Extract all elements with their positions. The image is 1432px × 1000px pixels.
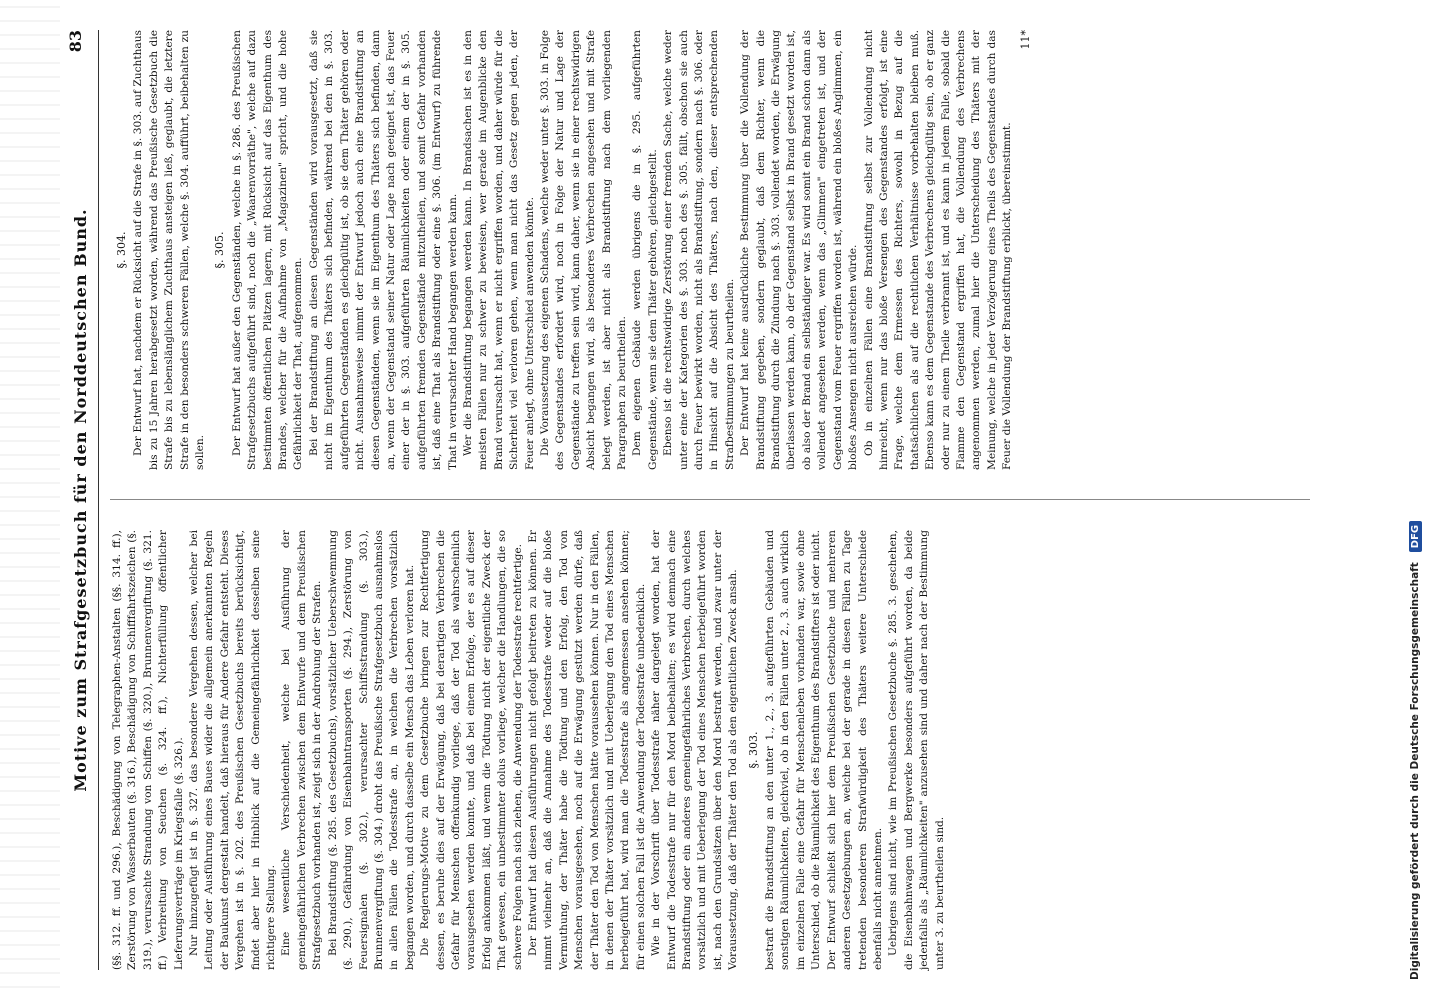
- column-divider: [110, 499, 1310, 500]
- left-paragraph: Eine wesentliche Verschiedenheit, welche bei Ausführung der gemeingefährlichen Verbrechen zwischen dem Entwurfe und dem Preußischen Strafgesetzbuch vorhanden ist, zeigt sich in der Androhung der Strafen.: [280, 530, 324, 970]
- left-column: [110, 530, 948, 970]
- scan-edge: [0, 0, 60, 1000]
- digitization-credit: [1402, 0, 1428, 1000]
- right-column: [110, 30, 1033, 470]
- section-heading-303: §. 303.: [746, 731, 760, 769]
- left-paragraph: bestraft die Brandstiftung an den unter 1., 2., 3. aufgeführten Gebäuden und sonstigen Räumlichkeiten, gleichviel, ob in den Fällen unter 2., 3. auch wirklich im einzelnen Falle eine Gefahr für Menschenleben vorhanden war, sowie ohne Unterschied, ob die Räumlichkeit des Eigenthum des Brandstifters ist oder nicht. Der Entwurf schließt sich hier dem Preußischen Gesetzbuche und mehreren anderen Gesetzgebungen an, welche bei der gerade in diesen Fällen zu Tage tretenden besonderen Strafwürdigkeit des Thäters weitere Unterschiede ebenfalls nicht annehmen.: [764, 530, 884, 970]
- dfg-logo: DFG: [1409, 521, 1422, 552]
- left-paragraph: Wie in der Vorschrift über Todesstrafe näher dargelegt worden, hat der Entwurf die Todesstrafe nur für den Mord beibehalten; es wird demnach eine Brandstiftung oder ein anderes gemeingefährliches Verbrechen, durch welches vorsätzlich und mit Ueberlegung der Tod eines Menschen herbeigeführt worden ist, nach den Grundsätzen über den Mord bestraft werden, und zwar unter der Voraussetzung, daß der Thäter den Tod als den eigentlichen Zweck ansah.: [650, 530, 740, 970]
- signature-mark: 11*: [1018, 30, 1032, 50]
- right-paragraph: Ebenso ist die rechtswidrige Zerstörung einer fremden Sache, welche weder unter eine der Kategorien des §. 303. noch des §. 305. fällt, obschon sie auch durch Feuer bewirkt worden, nicht als Brandstiftung, sondern nach §. 306. oder in Hinsicht auf die Absicht des Thäters, nach den, dieser entsprechenden Strafbestimmungen zu beurtheilen.: [662, 30, 736, 470]
- page-header: [62, 30, 99, 970]
- section-heading-305: §. 305.: [213, 231, 227, 269]
- right-paragraph: Bei der Brandstiftung an diesen Gegenständen wird vorausgesetzt, daß sie nicht im Eigenthum des Thäters sich befinden, während bei den in §. 303. aufgeführten Gegenständen es gleichgültig ist, ob sie dem Thäter gehören oder nicht. Ausnahmsweise nimmt der Entwurf jedoch auch eine Brandstiftung an diesen Gegenständen, wenn sie im Eigenthum des Thäters sich befinden, dann an, wenn der Gegenstand seiner Natur oder Lage nach geeignet ist, das Feuer einer der in §. 303. aufgeführten Räumlichkeiten oder einem der in §. 305. aufgeführten fremden Gegenstände mitzutheilen, und somit Gefahr vorhanden ist, daß eine That als Brandstiftung oder eine §. 306. (im Entwurf) zu führende That in verursachter Hand begangen werden kann.: [307, 30, 459, 470]
- left-paragraph: Bei Brandstiftung (§. 285. des Gesetzbuchs), vorsätzlicher Ueberschwemmung (§. 290.), Gefährdung von Eisenbahntransporten (§. 294.), Zerstörung von Feuersignalen (§. 302.), verursachter Schiffsstrandung (§. 303.), Brunnenvergiftung (§. 304.) droht das Preußische Strafgesetzbuch ausnahmslos in allen Fällen die Todesstrafe an, in welchen die Verbrechen vorsätzlich begangen worden, und durch dasselbe ein Mensch das Leben verloren hat.: [326, 530, 416, 970]
- right-paragraph: Wer die Brandstiftung begangen werden kann. In Brandsachen ist es in den meisten Fällen nur zu schwer zu beweisen, wer gerade im Augenblicke den Brand verursacht hat, wenn er nicht ergriffen worden, und daher würde für die Sicherheit viel verloren gehen, wenn man nicht das Gesetz gegen jeden, der Feuer anlegt, ohne Unterschied anwenden könnte.: [461, 30, 536, 470]
- left-paragraph: Uebrigens sind nicht, wie im Preußischen Gesetzbuche §. 285. 3. geschehen, die Eisenbahnwagen und Bergwerke besonders aufgeführt worden, da beide jedenfalls als „Räumlichkeiten" anzusehen sind und daher nach der Bestimmung unter 3. zu beurtheilen sind.: [887, 530, 946, 970]
- right-paragraph: Dem eigenen Gebäude werden übrigens die in §. 295. aufgeführten Gegenstände, wenn sie dem Thäter gehören, gleichgestellt.: [631, 30, 659, 470]
- right-paragraph: Der Entwurf hat keine ausdrückliche Bestimmung über die Vollendung der Brandstiftung gegeben, sondern geglaubt, daß dem Richter, wenn die Brandstiftung durch die Zündung nach §. 303. vollendet worden, die Erwägung überlassen werden kann, ob der Gegenstand selbst in Brand gesetzt worden ist, ob also der Brand ein selbständiger war. Es wird somit ein Brand schon dann als vollendet angesehen werden, wenn das „Glimmen" eingetreten ist, und der Gegenstand vom Feuer ergriffen worden ist, während ein bloßes Anglimmen, ein bloßes Ansengen nicht ausreichen würde.: [739, 30, 860, 470]
- left-paragraph: Nur hinzugefügt ist in §. 327. das besondere Vergehen dessen, welcher bei Leitung oder Ausführung eines Baues wider die allgemein anerkannten Regeln der Baukunst dergestalt handelt, daß hieraus für Andere Gefahr entsteht. Dieses Vergehen ist in §. 202. des Preußischen Gesetzbuchs bereits berücksichtigt, findet aber hier in Hinblick auf die Gemeingefährlichkeit desselben seine richtigere Stellung.: [188, 530, 278, 970]
- section-heading-304: §. 304.: [115, 231, 128, 269]
- right-paragraph: Die Voraussetzung des eigenen Schadens, welche weder unter §. 303. in Folge des Gegenstandes erfordert wird, noch in Folge der Natur und Lage der Gegenstände zu treffen sein wird, kann daher, wenn sie in einer rechtswidrigen Absicht begangen wird, als besonderes Verbrechen angesehen und mit Strafe belegt werden, ist aber nicht als Brandstiftung nach dem vorliegenden Paragraphen zu beurtheilen.: [538, 30, 628, 470]
- left-paragraph: (§§. 312. ff. und 296.), Beschädigung von Telegraphen-Anstalten (§§. 314. ff.), Zerstörung von Wasserbauten (§. 316.), Beschädigung von Schifffahrtszeichen (§. 319.), verursachte Strandung von Schiffen (§. 320.), Brunnenvergiftung (§. 321. ff.) Verbreitung von Seuchen (§. 324. ff.), Nichterfüllung öffentlicher Lieferungsverträge im Kriegsfalle (§. 326.).: [111, 530, 185, 970]
- right-paragraph: Der Entwurf hat, nachdem er Rücksicht auf die Strafe in §. 303. auf Zuchthaus bis zu 15 Jahren herabgesetzt worden, während das Preußische Gesetzbuch die Strafe bis zu lebenslänglichem Zuchthaus ansteigen ließ, geglaubt, die letztere Strafe in den besonders schweren Fällen, welche §. 304. aufführt, beibehalten zu sollen.: [132, 30, 207, 470]
- right-paragraph: Ob in einzelnen Fällen eine Brandstiftung selbst zur Vollendung nicht hinreicht, wenn nur das bloße Versengen des Gegenstandes erfolgt, ist eine Frage, welche dem Ermessen des Richters, sowohl in Bezug auf die thatsächlichen als auf die rechtlichen Verhältnisse vorbehalten bleiben muß. Ebenso kann es dem Gegenstande des Verbrechens gleichgültig sein, ob er ganz oder nur zu einem Theile verbrannt ist, und es kann in jedem Falle, sobald die Flamme den Gegenstand ergriffen hat, die Vollendung des Verbrechens angenommen werden, zumal hier die Unterscheidung des Thäters mit der Meinung, welche in jeder Verzögerung eines Theils des Gegenstandes durch das Feuer die Vollendung der Brandstiftung erblickt, übereinstimmt.: [862, 30, 1014, 470]
- running-head: Motive zum Strafgesetzbuch für den Norddeutschen Bund.: [70, 208, 90, 792]
- right-paragraph: Der Entwurf hat außer den Gegenständen, welche in §. 286. des Preußischen Strafgesetzbuchs aufgeführt sind, noch die „Waarenvorräthe", welche auf dazu bestimmten öffentlichen Plätzen lagern, mit Rücksicht auf das Eigenthum des Brandes, welcher für die Aufnahme von „Magazinen" spricht, und die hohe Gefährlichkeit der That, aufgenommen.: [230, 30, 305, 470]
- page-number: 83: [66, 30, 85, 53]
- credit-text: Digitalisierung gefördert durch die Deutsche Forschungsgemeinschaft: [1409, 562, 1421, 980]
- left-paragraph: Der Entwurf hat diesen Ausführungen nicht gefolgt beitreten zu können. Er nimmt vielmehr an, daß die Annahme des Todesstrafe weder auf die bloße Vermuthung, der Thäter habe die Tödtung und den Erfolg, den Tod von Menschen vorausgesehen, noch auf die Erwägung gestützt werden dürfe, daß der Thäter den Tod von Menschen hätte voraussehen können. Nur in den Fällen, in denen der Thäter vorsätzlich und mit Ueberlegung den Tod eines Menschen herbeigeführt hat, wird man die Todesstrafe als angemessen ansehen können; für einen solchen Fall ist die Anwendung der Todesstrafe unbedenklich.: [526, 530, 647, 970]
- left-paragraph: Die Regierungs-Motive zu dem Gesetzbuche bringen zur Rechtfertigung dessen, es beruhe dies auf der Erwägung, daß bei derartigen Verbrechen die Gefahr für Menschen offenkundig vorliege, daß der Tod als wahrscheinlich vorausgesehen werden konnte, und daß bei einem Erfolge, der es auf dieser Erfolg ankommen läßt, und wenn die Tödtung nicht der eigentliche Zweck der That gewesen, ein unbestimmter dolus vorliege, welcher die Handlungen, die so schwere Folgen nach sich ziehen, die Anwendung der Todesstrafe rechtfertige.: [419, 530, 524, 970]
